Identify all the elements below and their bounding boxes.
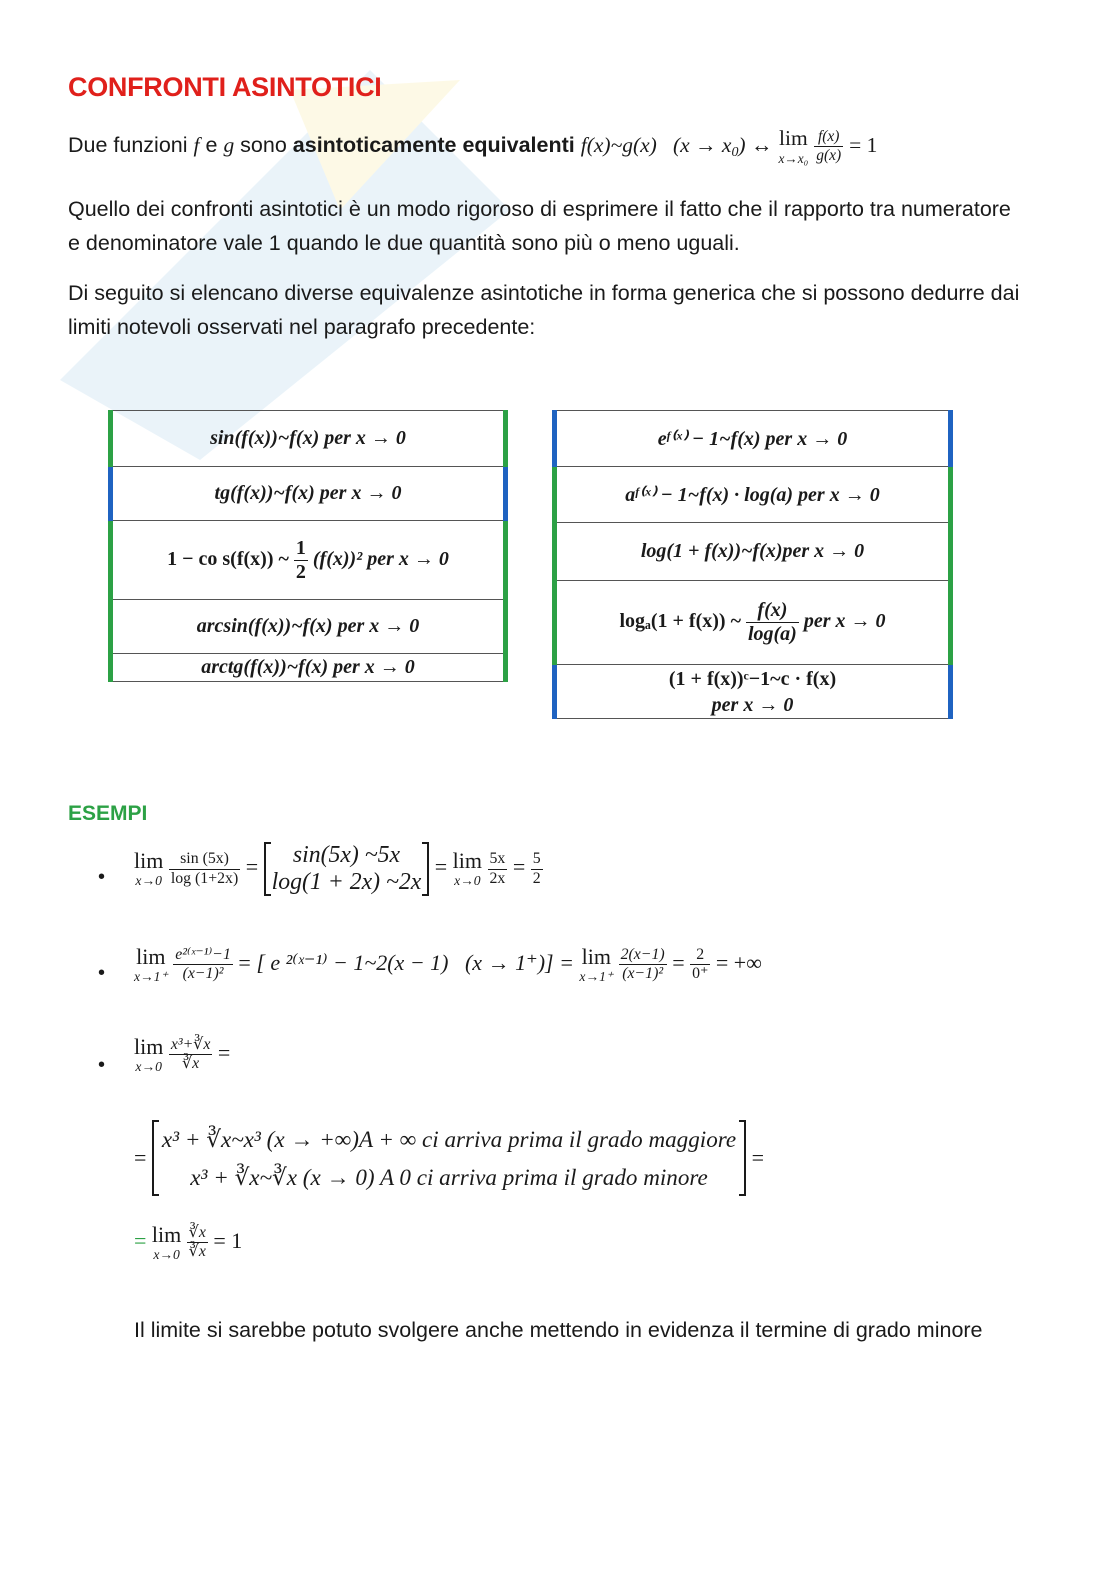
example-1: lim x→0 $\frac{\sin (5x)}{\log (1+2x)}$ = sin(5x) ~5x log(1 + 2x) ~2x = lim x→0 $\frac{5x}{2x}$ = $\frac{5}{2}$ xyxy=(134,842,541,895)
paragraph-1: Quello dei confronti asintotici è un modo rigoroso di esprimere il fatto che il rapporto tra numeratore e denominatore vale 1 quando le due quantità sono più o meno uguali. xyxy=(68,197,1011,255)
section-heading-esempi: ESEMPI xyxy=(68,802,148,825)
example-2: lim x→1⁺ $\frac{\text{e²⁽ˣ⁻¹⁾−1}}{\text{(x−1)²}}$ = [ e ²⁽ˣ⁻¹⁾ − 1~2(x − 1) (x → 1⁺)] = lim x→1⁺ $\frac{2(x-1)}{\text{(x−1)²}}$ = $\frac{2}{0^+}$ = +∞ xyxy=(134,944,762,984)
table-row: eᶠ⁽ˣ⁾ − 1~f(x) per x → 0 xyxy=(555,411,951,467)
example-3-bracket: = x³ + ∛x~x³ (x → +∞)A + ∞ ci arriva prima il grado maggiore x³ + ∛x~∛x (x → 0) A 0 ci arriva prima il grado minore = xyxy=(134,1120,764,1196)
bullet: • xyxy=(98,962,106,984)
table-row: log(1 + f(x))~f(x)per x → 0 xyxy=(555,523,951,581)
table-row: sin(f(x))~f(x) per x → 0 xyxy=(111,411,506,467)
intro-line: Due funzioni f e g sono asintoticamente equivalenti f(x)~g(x) (x → x0) ↔ lim x→x₀ $\frac{f(x)}{g(x)}$ = 1 xyxy=(68,126,878,166)
table-row: arcsin(f(x))~f(x) per x → 0 xyxy=(111,600,506,654)
table-row: aᶠ⁽ˣ⁾ − 1~f(x) · log(a) per x → 0 xyxy=(555,467,951,523)
equivalences-table-right xyxy=(552,410,953,719)
equivalences-table-left xyxy=(108,410,508,682)
bullet: • xyxy=(98,866,106,888)
example-3-result: = lim x→0 $\frac{∛x}{∛x}$ = 1 xyxy=(134,1222,243,1262)
limit: lim x→x₀ xyxy=(778,126,809,166)
fraction: $\frac{f(x)}{g(x)}$ xyxy=(816,128,842,164)
table-row: (1 + f(x))ᶜ−1~c · f(x) per x → 0 xyxy=(555,665,951,719)
table-row: tg(f(x))~f(x) per x → 0 xyxy=(111,467,506,521)
bullet: • xyxy=(98,1054,106,1076)
intro-bold: asintoticamente equivalenti xyxy=(292,133,575,158)
table-row: arctg(f(x))~f(x) per x → 0 xyxy=(111,654,506,682)
watermark-logo xyxy=(40,50,520,470)
table-row: 1 − co s(f(x)) ~ $\frac{1}{2}$ (f(x))² per x → 0 xyxy=(111,521,506,600)
example-3: lim x→0 $\frac{\text{x³+∛x}}{∛x}$ = xyxy=(134,1034,231,1074)
table-row: logₐ(1 + f(x)) ~ $\frac{f(x)}{\log(a)}$ per x → 0 xyxy=(555,581,951,665)
paragraph-2: Di seguito si elencano diverse equivalenze asintotiche in forma generica che si possono dedurre dai limiti notevoli osservati nel paragrafo precedente: xyxy=(68,281,1020,339)
closing-paragraph: Il limite si sarebbe potuto svolgere anche mettendo in evidenza il termine di grado minore xyxy=(134,1318,983,1342)
page-title: CONFRONTI ASINTOTICI xyxy=(68,72,382,102)
